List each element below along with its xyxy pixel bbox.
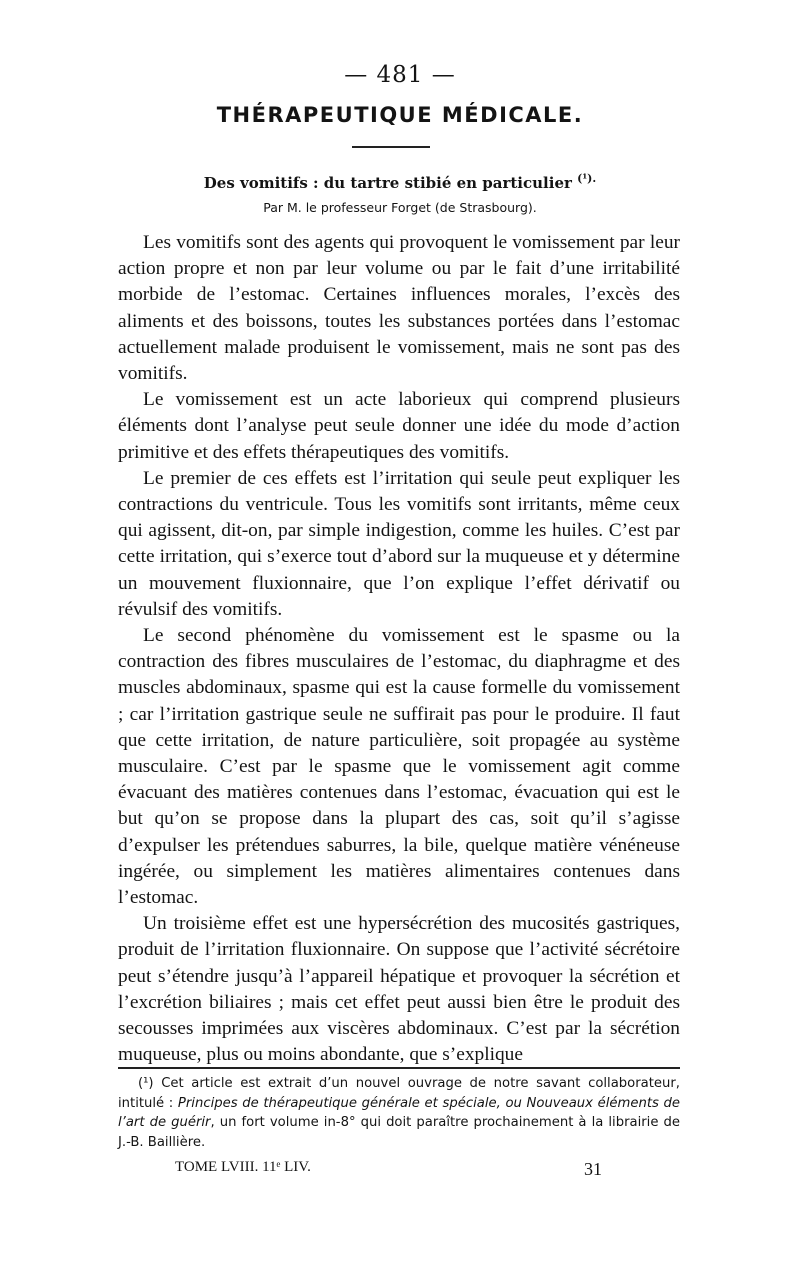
paragraph: Le second phénomène du vomissement est le spasme ou la contraction des fibres musculaires de l’estomac, du diaphragme et des muscles abdominaux, spasme qui est la cause formelle du vomissement ; car l’irritation gastrique seule ne suffirait pas pour le produire. Il faut que cette irritation, de nature particulière, soit propagée au système musculaire. C’est par le spasme que le vomissement agit comme évacuant des matières contenues dans l’estomac, évacuation qui est le but qu’on se propose dans la plupart des cas, soit qu’il s’agisse d’expulser les prétendues saburres, la bile, quelque matière vénéneuse ingérée, ou simplement les matières alimentaires contenues dans l’estomac. xyxy=(118,625,680,909)
article-body xyxy=(118,230,680,1069)
section-title: THÉRAPEUTIQUE MÉDICALE. xyxy=(216,103,584,127)
footnote-reference: (¹). xyxy=(577,172,597,185)
title-divider xyxy=(352,146,430,148)
byline: Par M. le professeur Forget (de Strasbourg). xyxy=(263,200,537,215)
footnote-divider xyxy=(118,1067,680,1069)
footnote xyxy=(118,1074,680,1152)
article-title-text: Des vomitifs : du tartre stibié en particulier xyxy=(203,174,572,192)
volume-signature: TOME LVIII. 11ᵉ LIV. xyxy=(175,1159,311,1175)
footnote-text-end: , un fort volume in-8° qui doit paraître prochainement à la librairie de J.-B. Baillière. xyxy=(118,1115,680,1150)
footnote-marker: (¹) xyxy=(138,1076,154,1091)
paragraph: Le premier de ces effets est l’irritation qui seule peut expliquer les contractions du ventricule. Tous les vomitifs sont irritants, même ceux qui agissent, dit-on, par simple indigestion, comme les huiles. C’est par cette irritation, qui s’exerce tout d’abord sur la muqueuse et y détermine un mouvement fluxionnaire, que l’on explique l’effet dérivatif ou révulsif des vomitifs. xyxy=(118,467,680,620)
paragraph: Le vomissement est un acte laborieux qui comprend plusieurs éléments dont l’analyse peut seule donner une idée du mode d’action primitive et des effets thérapeutiques des vomitifs. xyxy=(118,389,680,463)
footnote-book-title: Principes de thérapeutique générale et spéciale, ou Nouveaux éléments de l’art de guérir xyxy=(118,1095,680,1130)
sheet-number: 31 xyxy=(584,1159,602,1179)
paragraph: Les vomitifs sont des agents qui provoquent le vomissement par leur action propre et non par leur volume ou par le fait d’une irritabilité morbide de l’estomac. Certaines influences morales, l’excès des aliments et des boissons, toutes les substances portées dans l’estomac actuellement malade produisent le vomissement, mais ne sont pas des vomitifs. xyxy=(118,232,680,385)
article-title xyxy=(0,172,800,192)
page-number: — 481 — xyxy=(344,62,456,88)
paragraph: Un troisième effet est une hypersécrétion des mucosités gastriques, produit de l’irritation fluxionnaire. On suppose que l’activité sécrétoire peut s’étendre jusqu’à l’appareil hépatique et provoquer la sécrétion et l’excrétion biliaires ; mais cet effet peut aussi bien être le produit des secousses imprimées aux viscères abdominaux. C’est par la sécrétion muqueuse, plus ou moins abondante, que s’explique xyxy=(118,913,680,1066)
footnote-text: Cet article est extrait d’un nouvel ouvrage de notre savant collaborateur, intitulé : xyxy=(118,1076,681,1111)
